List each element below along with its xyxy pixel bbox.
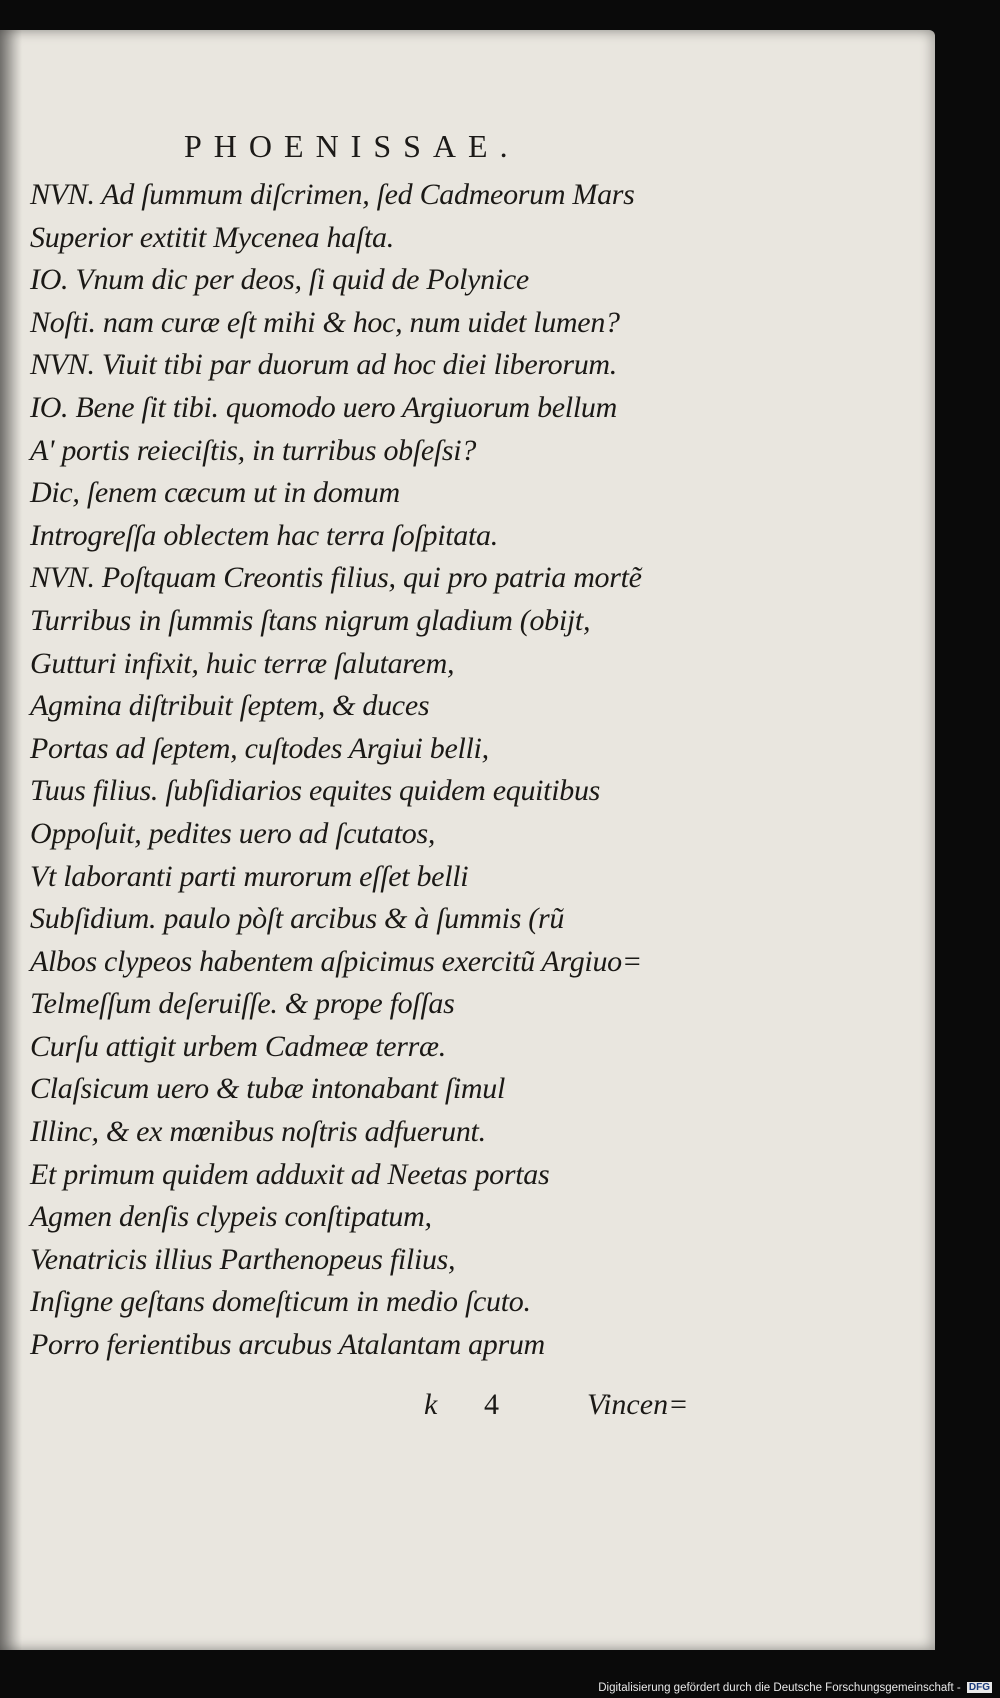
verse-line: Noſti. nam curæ eſt mihi & hoc, num uidet lumen? <box>30 305 620 339</box>
verse-line: Introgreſſa oblectem hac terra ſoſpitata. <box>30 518 498 552</box>
verse-line: Agmen denſis clypeis conſtipatum, <box>30 1200 432 1234</box>
verse-line: Subſidium. paulo pòſt arcibus & à ſummis (rũ <box>30 902 565 936</box>
verse-line: Portas ad ſeptem, cuſtodes Argiui belli, <box>30 731 489 765</box>
verse-line: NVN. Poſtquam Creontis filius, qui pro patria mortẽ <box>30 561 642 595</box>
verse-line: Tuus filius. ſubſidiarios equites quidem equitibus <box>30 774 601 808</box>
verse-line: Albos clypeos habentem aſpicimus exercitũ Argiuo= <box>30 944 642 978</box>
verse-line: A' portis reieciſtis, in turribus obſeſsi? <box>30 433 477 467</box>
verse-line: Illinc, & ex mœnibus noſtris adfuerunt. <box>30 1115 486 1149</box>
verse-line: Porro ferientibus arcubus Atalantam aprum <box>30 1328 545 1362</box>
verse-line: Oppoſuit, pedites uero ad ſcutatos, <box>30 816 436 850</box>
verse-line: NVN. Ad ſummum diſcrimen, ſed Cadmeorum Mars <box>30 178 635 211</box>
running-head: PHOENISSAE. <box>184 128 520 164</box>
signature-mark: k <box>424 1388 438 1421</box>
verse-line: Et primum quidem adduxit ad Neetas portas <box>30 1157 550 1191</box>
verse-line: NVN. Viuit tibi par duorum ad hoc diei liberorum. <box>30 348 617 382</box>
verse-text-block <box>30 174 730 1367</box>
verse-line: Telmeſſum deſeruiſſe. & prope foſſas <box>30 987 455 1021</box>
verse-line: Turribus in ſummis ſtans nigrum gladium (obijt, <box>30 603 591 637</box>
verse-line: Superior extitit Mycenea haſta. <box>30 220 394 254</box>
book-page <box>0 30 935 1650</box>
verse-line: Vt laboranti parti murorum eſſet belli <box>30 859 469 893</box>
verse-line: IO. Vnum dic per deos, ſi quid de Polynice <box>30 263 529 297</box>
verse-line: IO. Bene ſit tibi. quomodo uero Argiuorum bellum <box>30 390 617 424</box>
verse-line: Agmina diſtribuit ſeptem, & duces <box>30 689 430 723</box>
catchword: Vincen= <box>587 1388 689 1421</box>
verse-line: Claſsicum uero & tubæ intonabant ſimul <box>30 1072 506 1106</box>
dfg-logo: DFG <box>968 1682 990 1694</box>
digitization-attribution <box>598 1682 992 1694</box>
page-footer <box>0 1388 700 1432</box>
attribution-text: Digitalisierung gefördert durch die Deutsche Forschungsgemeinschaft - <box>598 1682 961 1694</box>
verse-line: Venatricis illius Parthenopeus filius, <box>30 1242 456 1276</box>
verse-line: Inſigne geſtans domeſticum in medio ſcuto. <box>30 1285 531 1319</box>
verse-line: Gutturi infixit, huic terræ ſalutarem, <box>30 646 455 680</box>
folio-number: 4 <box>484 1388 499 1421</box>
verse-line: Curſu attigit urbem Cadmeæ terræ. <box>30 1029 446 1063</box>
verse-line: Dic, ſenem cæcum ut in domum <box>30 476 400 510</box>
